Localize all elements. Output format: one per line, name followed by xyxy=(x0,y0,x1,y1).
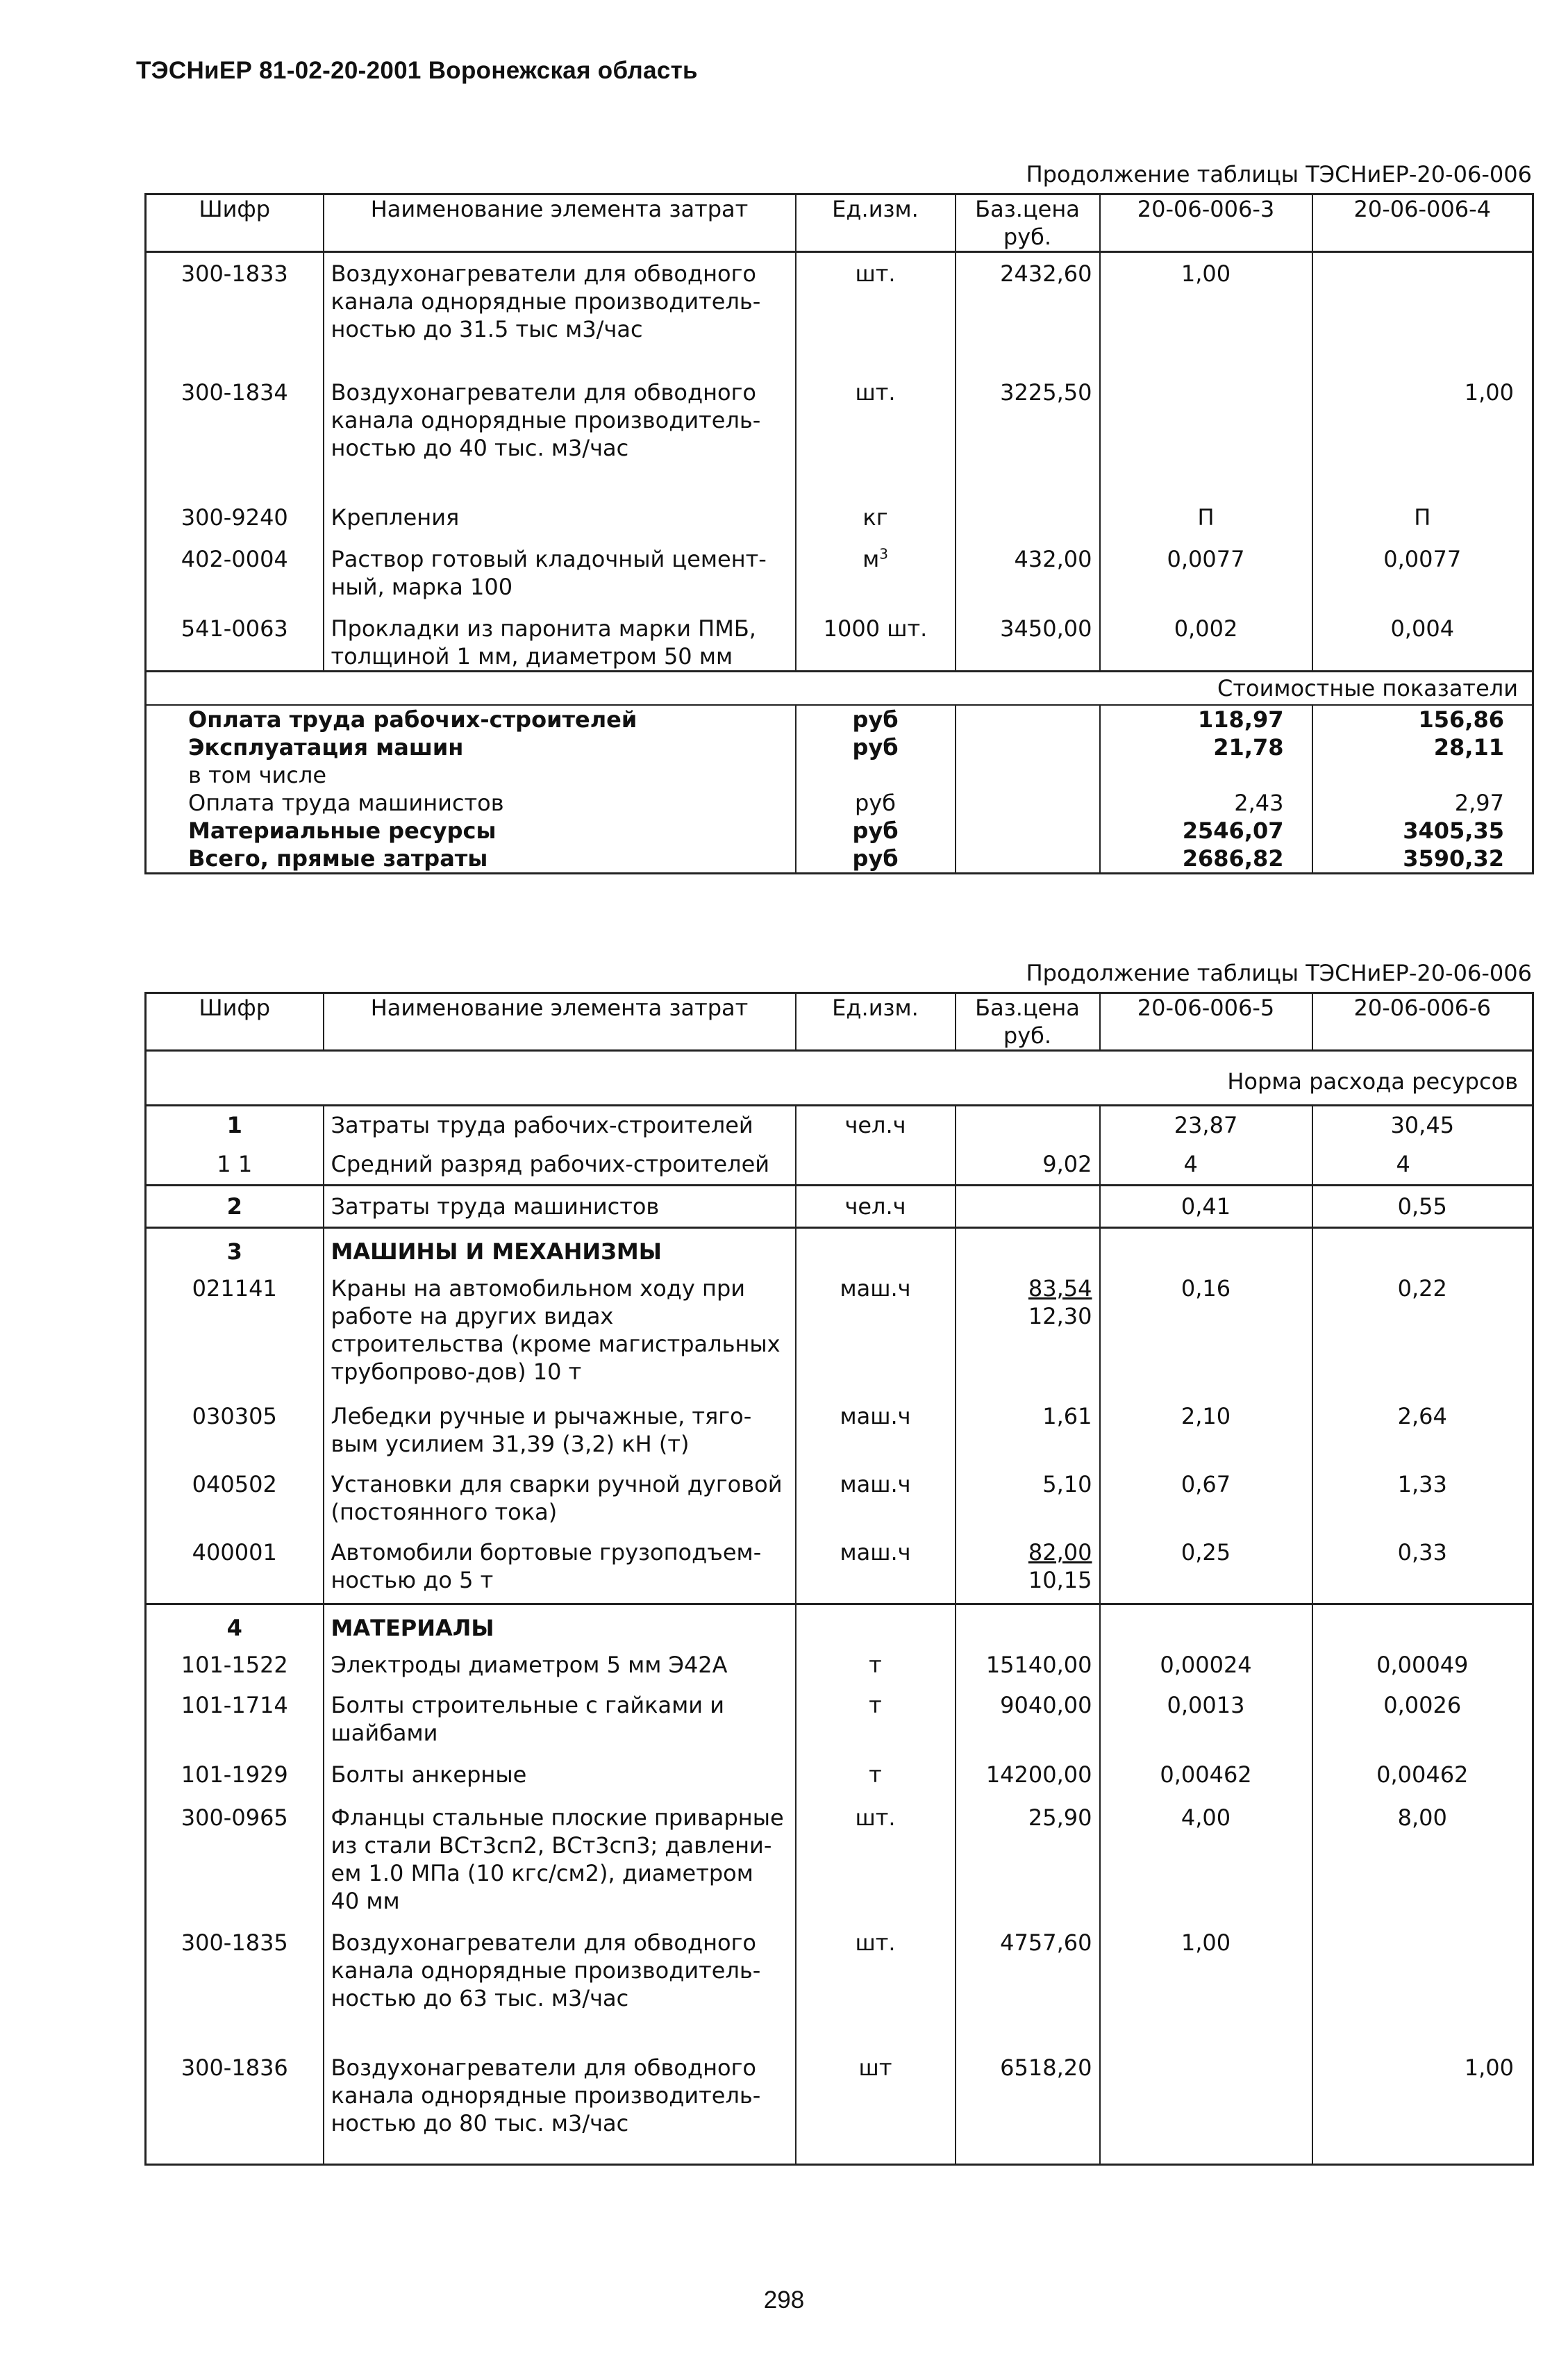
row-price xyxy=(956,504,1100,545)
cost-row xyxy=(146,705,1533,733)
row-price: 14200,00 xyxy=(956,1761,1100,1804)
row-value-b: 0,33 xyxy=(1312,1538,1533,1604)
col-b-header: 20-06-006-6 xyxy=(1312,993,1533,1051)
row-code: 541-0063 xyxy=(181,615,288,642)
row-value-b: 0,0077 xyxy=(1312,545,1533,615)
row-unit: т xyxy=(796,1761,956,1804)
resource-table-2 xyxy=(144,992,1534,2166)
row-code: 021141 xyxy=(192,1275,277,1302)
row-code: 1 1 xyxy=(217,1151,253,1177)
cost-value-a: 21,78 xyxy=(1100,733,1312,761)
cost-indicators-row xyxy=(146,671,1533,705)
row-unit: чел.ч xyxy=(796,1106,956,1145)
cost-row xyxy=(146,845,1533,874)
row-price: 6518,20 xyxy=(956,2054,1100,2165)
row-name: Затраты труда рабочих-строителей xyxy=(324,1106,796,1145)
row-unit: маш.ч xyxy=(796,1538,956,1604)
row-price: 83,54 12,30 xyxy=(956,1275,1100,1402)
row-price: 15140,00 xyxy=(956,1651,1100,1691)
row-unit: чел.ч xyxy=(796,1186,956,1228)
cost-value-b: 3590,32 xyxy=(1312,845,1533,874)
cost-unit: руб xyxy=(796,845,956,874)
page-number: 298 xyxy=(763,2286,805,2314)
row-code: 101-1929 xyxy=(181,1761,288,1788)
row-name: Затраты труда машинистов xyxy=(324,1186,796,1228)
row-value-b: 0,00462 xyxy=(1312,1761,1533,1804)
cost-value-b xyxy=(1312,761,1533,789)
row-code: 2 xyxy=(146,1186,324,1228)
cost-name: Эксплуатация машин xyxy=(188,733,464,761)
row-name: Болты строительные с гайками и шайбами xyxy=(324,1691,796,1761)
row-name: Лебедки ручные и рычажные, тяго-вым усилием 31,39 (3,2) кН (т) xyxy=(324,1402,796,1470)
row-value-a: 1,00 xyxy=(1100,1929,1312,2054)
row-value-a: 0,67 xyxy=(1100,1470,1312,1538)
cost-row xyxy=(146,789,1533,817)
row-price: 9,02 xyxy=(956,1144,1100,1186)
row-value-b: 0,22 xyxy=(1312,1275,1533,1402)
cost-name: Оплата труда рабочих-строителей xyxy=(188,706,637,733)
row-value-b: 1,00 xyxy=(1312,379,1533,504)
row-unit: т xyxy=(796,1691,956,1761)
row-value-b: 0,00049 xyxy=(1312,1651,1533,1691)
row-value-a: 0,25 xyxy=(1100,1538,1312,1604)
table-row xyxy=(146,1691,1533,1761)
row-code: 300-1834 xyxy=(181,379,288,406)
row-price: 1,61 xyxy=(956,1402,1100,1470)
section-row-materials xyxy=(146,1604,1533,1651)
row-name: Средний разряд рабочих-строителей xyxy=(324,1144,796,1186)
cost-row xyxy=(146,733,1533,761)
row-name: Установки для сварки ручной дуговой (постоянного тока) xyxy=(324,1470,796,1538)
row-name: Воздухонагреватели для обводного канала однорядные производитель-ностью до 31.5 тыс м3/час xyxy=(324,252,796,379)
cost-value-b: 156,86 xyxy=(1312,705,1533,733)
col-unit-header: Ед.изм. xyxy=(796,194,956,252)
cost-name: в том числе xyxy=(188,761,326,788)
table-row xyxy=(146,1106,1533,1145)
cost-indicators-label: Стоимостные показатели xyxy=(146,671,1533,705)
col-a-header: 20-06-006-3 xyxy=(1100,194,1312,252)
row-code: 300-1833 xyxy=(181,260,288,287)
table-row xyxy=(146,2054,1533,2165)
table-row xyxy=(146,1275,1533,1402)
row-price: 25,90 xyxy=(956,1804,1100,1929)
table-row xyxy=(146,1761,1533,1804)
cost-name: Оплата труда машинистов xyxy=(188,789,504,816)
row-unit: шт. xyxy=(796,1929,956,2054)
row-value-a: 0,0077 xyxy=(1100,545,1312,615)
row-code: 400001 xyxy=(192,1539,277,1566)
table-header xyxy=(146,993,1533,1051)
row-value-a: 0,002 xyxy=(1100,615,1312,672)
table-row xyxy=(146,1144,1533,1186)
row-value-a: 2,10 xyxy=(1100,1402,1312,1470)
table-row xyxy=(146,1804,1533,1929)
col-price-header: Баз.цена руб. xyxy=(956,993,1100,1051)
row-value-b: 2,64 xyxy=(1312,1402,1533,1470)
row-name: Краны на автомобильном ходу при работе на других видах строительства (кроме магистральных трубопрово-дов) 10 т xyxy=(324,1275,796,1402)
row-price: 5,10 xyxy=(956,1470,1100,1538)
table-row xyxy=(146,504,1533,545)
cost-value-a: 2546,07 xyxy=(1100,817,1312,845)
row-unit: т xyxy=(796,1651,956,1691)
row-name: Болты анкерные xyxy=(324,1761,796,1804)
row-value-b: 1,33 xyxy=(1312,1470,1533,1538)
row-value-b: 4 xyxy=(1312,1144,1533,1186)
row-unit: шт xyxy=(796,2054,956,2165)
cost-value-b: 28,11 xyxy=(1312,733,1533,761)
row-code: 1 xyxy=(146,1106,324,1145)
table-row xyxy=(146,1470,1533,1538)
row-unit: шт. xyxy=(796,379,956,504)
col-name-header: Наименование элемента затрат xyxy=(324,993,796,1051)
row-code: 040502 xyxy=(192,1471,277,1497)
col-code-header: Шифр xyxy=(146,194,324,252)
row-value-a: 0,00462 xyxy=(1100,1761,1312,1804)
table-row xyxy=(146,1186,1533,1228)
row-price: 432,00 xyxy=(956,545,1100,615)
cost-unit: руб xyxy=(796,789,956,817)
col-code-header: Шифр xyxy=(146,993,324,1051)
row-value-b xyxy=(1312,252,1533,379)
row-value-b xyxy=(1312,1929,1533,2054)
row-name: Прокладки из паронита марки ПМБ, толщиной 1 мм, диаметром 50 мм xyxy=(324,615,796,672)
row-value-a: 0,00024 xyxy=(1100,1651,1312,1691)
row-value-b: 0,55 xyxy=(1312,1186,1533,1228)
row-value-a: 1,00 xyxy=(1100,252,1312,379)
row-value-b: П xyxy=(1312,504,1533,545)
row-value-a: П xyxy=(1100,504,1312,545)
row-name: Раствор готовый кладочный цемент-ный, марка 100 xyxy=(324,545,796,615)
table-row xyxy=(146,1538,1533,1604)
row-value-a xyxy=(1100,379,1312,504)
section-row-machines xyxy=(146,1228,1533,1275)
row-price: 9040,00 xyxy=(956,1691,1100,1761)
row-value-a: 4 xyxy=(1100,1144,1312,1186)
row-value-b: 30,45 xyxy=(1312,1106,1533,1145)
table-row xyxy=(146,545,1533,615)
cost-value-a: 2686,82 xyxy=(1100,845,1312,874)
row-code: 101-1522 xyxy=(181,1651,288,1678)
col-unit-header: Ед.изм. xyxy=(796,993,956,1051)
row-name: Фланцы стальные плоские приварные из стали ВСт3сп2, ВСт3сп3; давлени-ем 1.0 МПа (10 кгс/см2), диаметром 40 мм xyxy=(324,1804,796,1929)
row-code: 300-1836 xyxy=(181,2054,288,2081)
table-row xyxy=(146,1402,1533,1470)
row-name: Крепления xyxy=(324,504,796,545)
row-unit: маш.ч xyxy=(796,1402,956,1470)
norm-label: Норма расхода ресурсов xyxy=(1227,1068,1518,1095)
resource-table-1 xyxy=(144,193,1534,874)
cost-value-b: 2,97 xyxy=(1312,789,1533,817)
cost-name: Материальные ресурсы xyxy=(188,817,497,844)
table-row xyxy=(146,1651,1533,1691)
table1-caption: Продолжение таблицы ТЭСНиЕР-20-06-006 xyxy=(1026,161,1532,188)
table2-caption: Продолжение таблицы ТЭСНиЕР-20-06-006 xyxy=(1026,960,1532,986)
section-code: 3 xyxy=(146,1228,324,1275)
row-name: Воздухонагреватели для обводного канала однорядные производитель-ностью до 63 тыс. м3/час xyxy=(324,1929,796,2054)
row-unit: 1000 шт. xyxy=(796,615,956,672)
norm-label-row xyxy=(146,1051,1533,1106)
cost-unit xyxy=(796,761,956,789)
cost-unit: руб xyxy=(796,705,956,733)
row-value-b: 1,00 xyxy=(1312,2054,1533,2165)
cost-unit: руб xyxy=(796,733,956,761)
row-price: 4757,60 xyxy=(956,1929,1100,2054)
row-price: 3450,00 xyxy=(956,615,1100,672)
row-value-a: 0,41 xyxy=(1100,1186,1312,1228)
row-name: Электроды диаметром 5 мм Э42А xyxy=(324,1651,796,1691)
row-code: 101-1714 xyxy=(181,1691,288,1718)
row-price: 2432,60 xyxy=(956,252,1100,379)
row-code: 300-9240 xyxy=(181,504,288,531)
row-code: 030305 xyxy=(192,1403,277,1429)
row-value-a: 0,16 xyxy=(1100,1275,1312,1402)
row-code: 402-0004 xyxy=(181,545,288,572)
cost-name: Всего, прямые затраты xyxy=(188,845,488,872)
row-value-b: 0,004 xyxy=(1312,615,1533,672)
cost-row xyxy=(146,761,1533,789)
section-code: 4 xyxy=(146,1604,324,1651)
page-title: ТЭСНиЕР 81-02-20-2001 Воронежская область xyxy=(136,57,698,84)
table-row xyxy=(146,379,1533,504)
row-value-b: 8,00 xyxy=(1312,1804,1533,1929)
cost-unit: руб xyxy=(796,817,956,845)
section-title: МАШИНЫ И МЕХАНИЗМЫ xyxy=(324,1228,796,1275)
cost-value-a: 2,43 xyxy=(1100,789,1312,817)
col-b-header: 20-06-006-4 xyxy=(1312,194,1533,252)
table-header xyxy=(146,194,1533,252)
row-name: Воздухонагреватели для обводного канала однорядные производитель-ностью до 80 тыс. м3/час xyxy=(324,2054,796,2165)
row-price: 82,00 10,15 xyxy=(956,1538,1100,1604)
row-name: Автомобили бортовые грузоподъем-ностью до 5 т xyxy=(324,1538,796,1604)
col-name-header: Наименование элемента затрат xyxy=(324,194,796,252)
row-value-b: 0,0026 xyxy=(1312,1691,1533,1761)
row-value-a: 23,87 xyxy=(1100,1106,1312,1145)
row-value-a: 4,00 xyxy=(1100,1804,1312,1929)
cost-row xyxy=(146,817,1533,845)
row-code: 300-0965 xyxy=(181,1804,288,1831)
row-unit: маш.ч xyxy=(796,1275,956,1402)
section-title: МАТЕРИАЛЫ xyxy=(324,1604,796,1651)
table-row xyxy=(146,252,1533,379)
row-value-a xyxy=(1100,2054,1312,2165)
row-value-a: 0,0013 xyxy=(1100,1691,1312,1761)
row-unit: шт. xyxy=(796,1804,956,1929)
row-code: 300-1835 xyxy=(181,1929,288,1956)
row-name: Воздухонагреватели для обводного канала однорядные производитель-ностью до 40 тыс. м3/час xyxy=(324,379,796,504)
table-row xyxy=(146,615,1533,672)
table-row xyxy=(146,1929,1533,2054)
col-a-header: 20-06-006-5 xyxy=(1100,993,1312,1051)
row-unit: маш.ч xyxy=(796,1470,956,1538)
row-unit: шт. xyxy=(796,252,956,379)
row-unit: $м^3$ xyxy=(796,545,956,615)
row-unit: кг xyxy=(796,504,956,545)
cost-value-a: 118,97 xyxy=(1100,705,1312,733)
cost-value-a xyxy=(1100,761,1312,789)
row-price: 3225,50 xyxy=(956,379,1100,504)
cost-value-b: 3405,35 xyxy=(1312,817,1533,845)
col-price-header: Баз.цена руб. xyxy=(956,194,1100,252)
